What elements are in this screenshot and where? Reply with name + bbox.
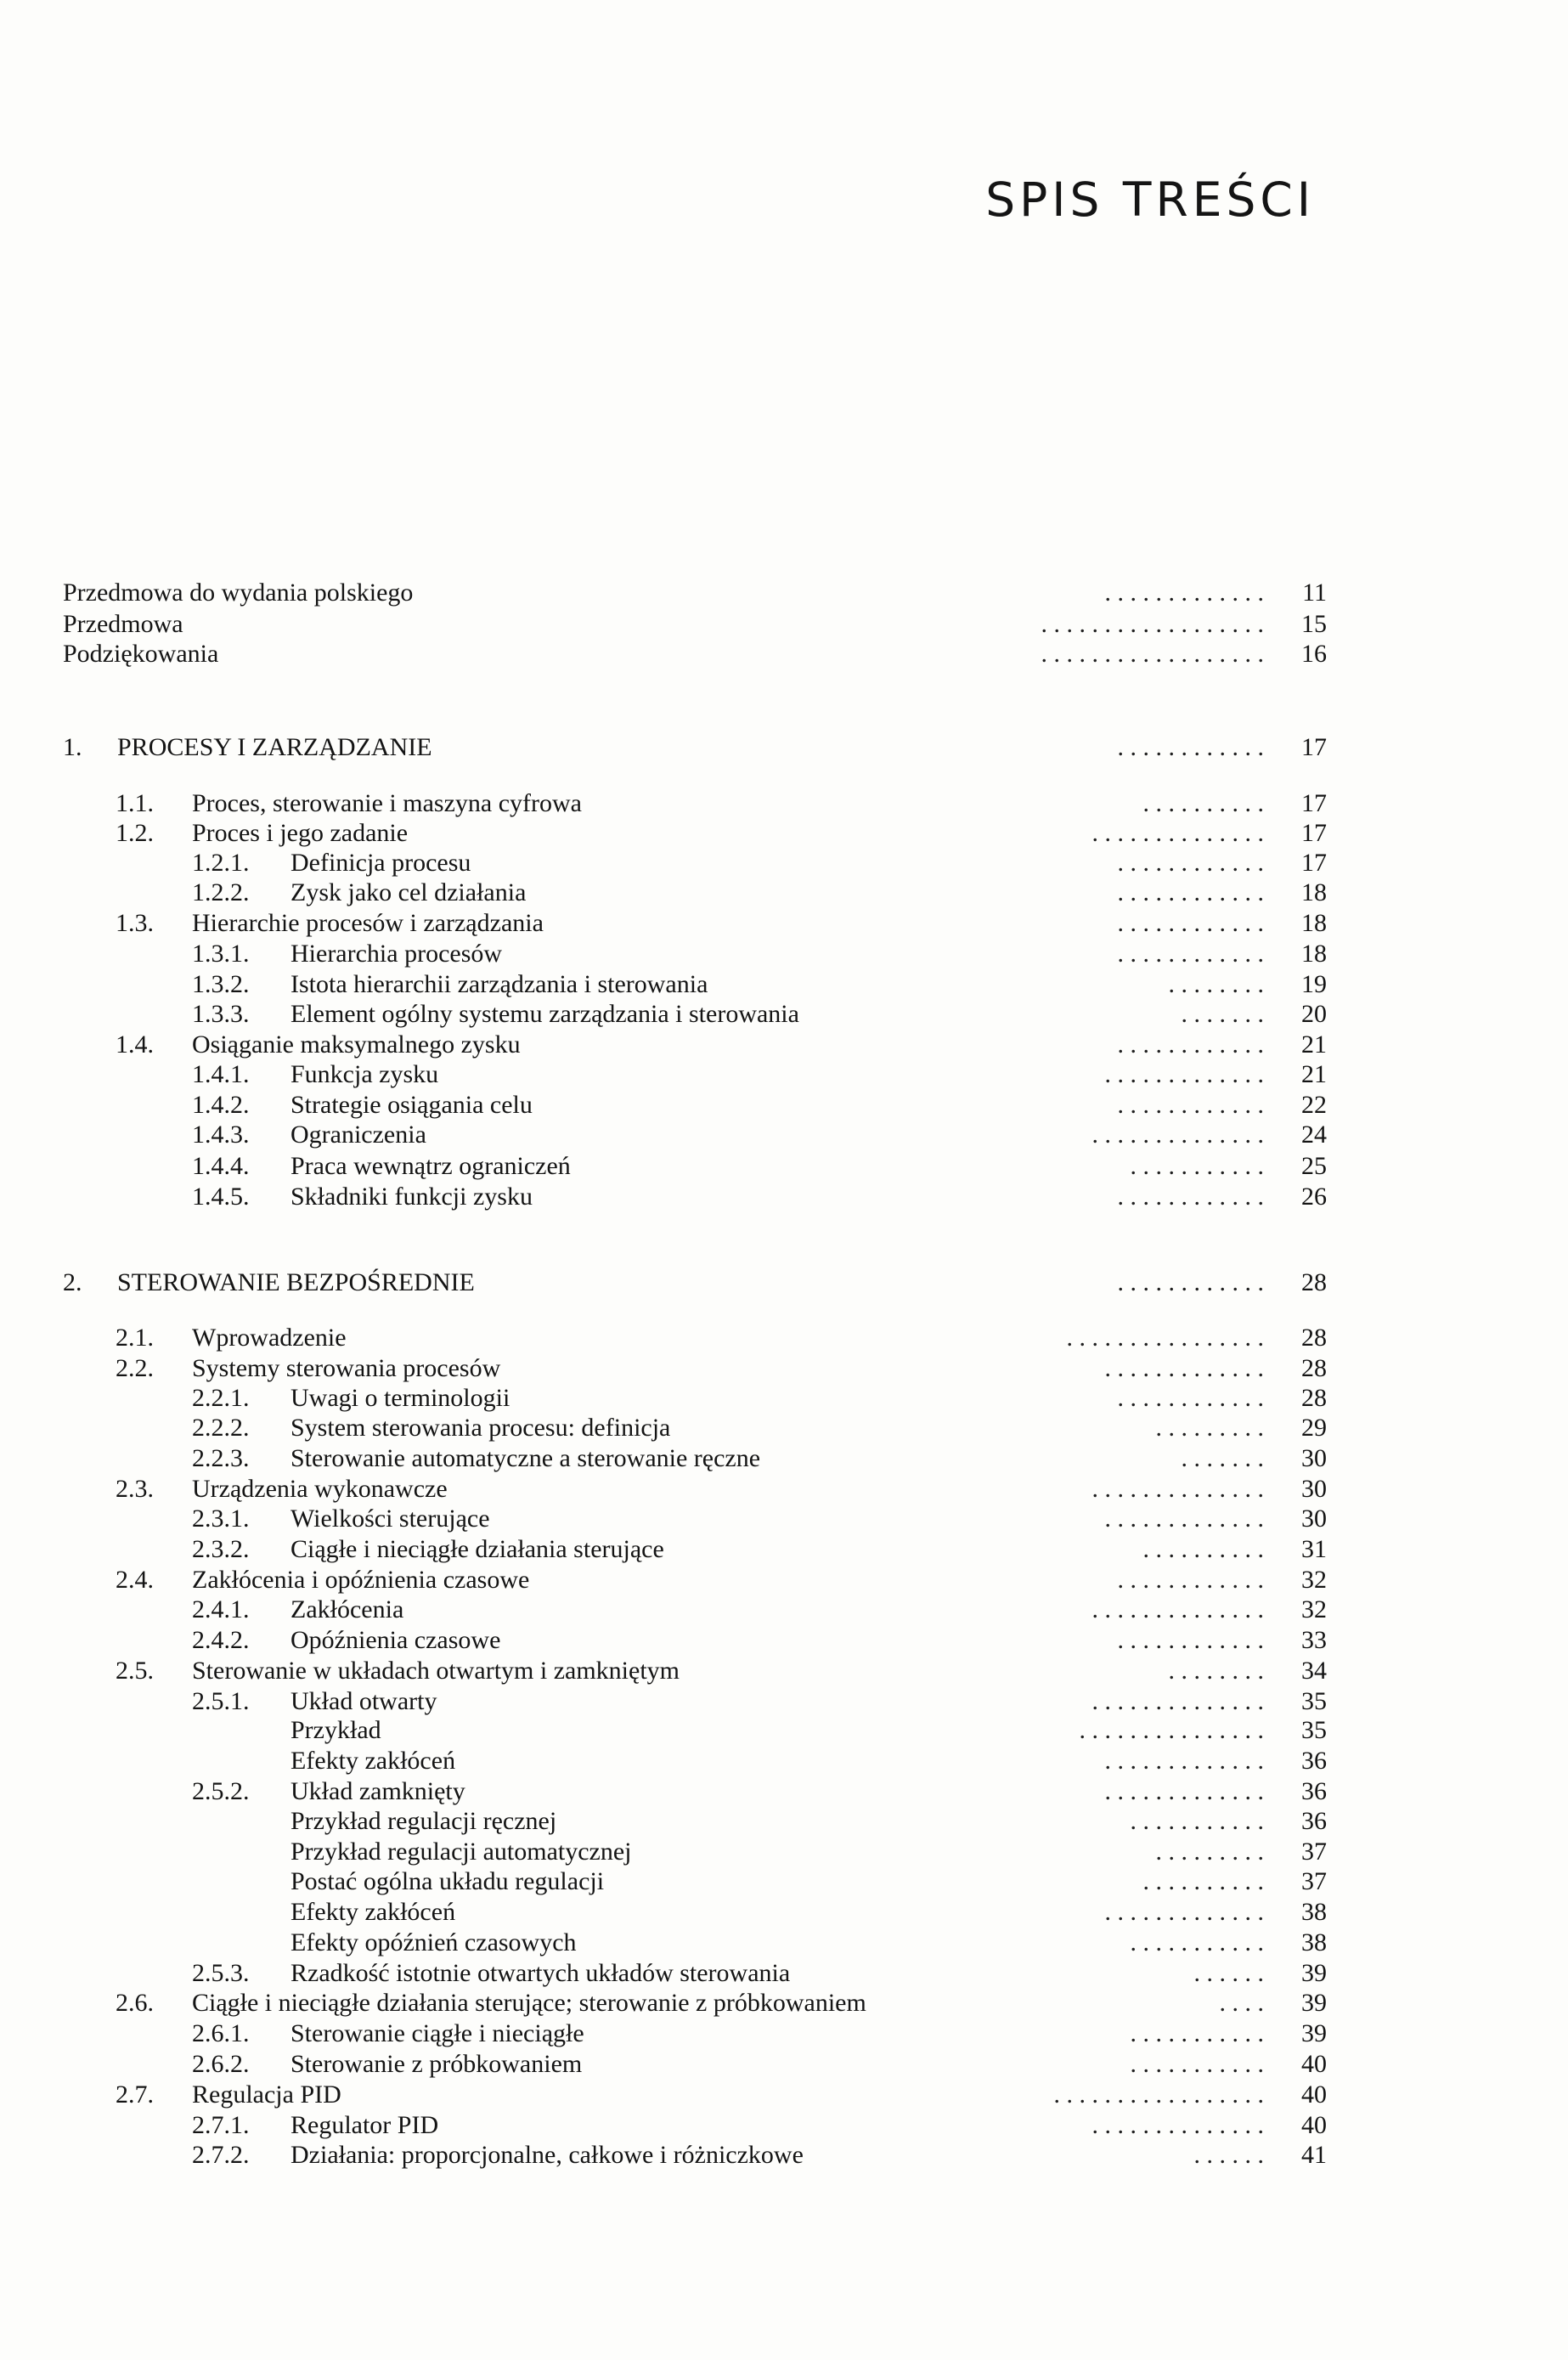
dot-leader: . . . . . . . . . . . . [1117,909,1264,937]
toc-entry [0,1353,1568,1383]
toc-entry-number: 2.7.2. [192,2141,250,2169]
toc-entry-number: 2.1. [116,1324,154,1352]
toc-entry [0,1182,1568,1211]
toc-entry [0,1776,1568,1806]
toc-entry [0,1565,1568,1595]
toc-entry-label: Działania: proporcjonalne, całkowe i różniczkowe [290,2141,804,2169]
toc-entry [0,2080,1568,2109]
toc-entry-label: Ciągłe i nieciągłe działania sterujące [290,1535,664,1563]
toc-entry-label: Sterowanie z próbkowaniem [290,2050,583,2078]
toc-entry-page: 30 [1301,1505,1327,1533]
toc-entry [0,2018,1568,2048]
toc-entry-label: Opóźnienia czasowe [290,1626,501,1654]
toc-entry-label: Sterowanie ciągłe i nieciągłe [290,2019,584,2047]
toc-entry-page: 34 [1301,1657,1327,1685]
dot-leader: . . . . . . . . . . . [1130,1807,1264,1835]
toc-entry-label: Podziękowania [63,640,219,668]
toc-entry-page: 17 [1301,819,1327,847]
dot-leader: . . . . . . . . . . . . . . . . . . [1041,610,1264,638]
toc-entry [0,1656,1568,1685]
toc-entry-number: 1.3.3. [192,1000,250,1028]
toc-entry-number: 2.5. [116,1657,154,1685]
toc-entry-page: 30 [1301,1444,1327,1472]
toc-entry-label: Istota hierarchii zarządzania i sterowania [290,970,708,998]
dot-leader: . . . . . . . [1181,1444,1264,1472]
toc-entry-number: 2.3. [116,1475,154,1503]
toc-entry-label: Postać ogólna układu regulacji [290,1867,605,1895]
toc-entry-page: 18 [1301,878,1327,906]
toc-entry-page: 35 [1301,1716,1327,1744]
toc-entry-page: 37 [1301,1867,1327,1895]
toc-entry [0,2140,1568,2170]
toc-entry [0,788,1568,818]
toc-entry-number: 2.7.1. [192,2111,250,2139]
dot-leader: . . . . . . . . . . . . . [1104,1898,1264,1926]
toc-entry-page: 28 [1301,1268,1327,1296]
toc-entry-label: Przedmowa do wydania polskiego [63,579,414,607]
toc-entry-number: 1.4.4. [192,1152,250,1180]
toc-entry [0,1413,1568,1443]
dot-leader: . . . . . . [1193,2141,1264,2169]
toc-entry-page: 22 [1301,1091,1327,1119]
toc-entry-label: Hierarchia procesów [290,940,503,968]
toc-entry [0,1534,1568,1564]
dot-leader: . . . . . . . . . . [1142,1867,1264,1895]
toc-entry-label: Układ otwarty [290,1687,437,1715]
page-title: SPIS TREŚCI [985,172,1315,227]
dot-leader: . . . . . . . [1181,1000,1264,1028]
toc-entry [0,1504,1568,1533]
toc-entry-number: 2. [63,1268,82,1296]
toc-entry-label: Ograniczenia [290,1121,426,1149]
toc-entry [0,1686,1568,1716]
toc-entry-page: 28 [1301,1384,1327,1412]
toc-entry-number: 2.2.3. [192,1444,250,1472]
toc-entry-page: 39 [1301,1959,1327,1987]
toc-entry-label: Przykład regulacji automatycznej [290,1838,632,1866]
toc-entry-number: 1.1. [116,789,154,817]
toc-entry-number: 1.4.3. [192,1121,250,1149]
dot-leader: . . . . . . . . . . . . . . . . . . [1041,640,1264,668]
dot-leader: . . . . . . [1193,1959,1264,1987]
toc-entry [0,1837,1568,1866]
toc-entry-number: 2.2.1. [192,1384,250,1412]
toc-entry-label: Funkcja zysku [290,1060,439,1088]
toc-entry-page: 20 [1301,1000,1327,1028]
toc-entry-label: Definicja procesu [290,849,471,877]
toc-entry [0,1151,1568,1181]
dot-leader: . . . . . . . . . . . . . [1104,579,1264,607]
toc-entry [0,1090,1568,1120]
dot-leader: . . . . . . . . . [1155,1414,1264,1442]
toc-entry [0,732,1568,762]
toc-entry-page: 21 [1301,1030,1327,1059]
toc-entry-label: Rzadkość istotnie otwartych układów sterowania [290,1959,791,1987]
toc-entry-number: 2.2.2. [192,1414,250,1442]
toc-entry-number: 1.4. [116,1030,154,1059]
dot-leader: . . . . . . . . . . . . [1117,1384,1264,1412]
toc-entry-page: 39 [1301,1989,1327,2017]
toc-entry-label: Systemy sterowania procesów [192,1354,501,1382]
dot-leader: . . . . . . . . . . . . [1117,1030,1264,1059]
dot-leader: . . . . . . . . . . . . [1117,1091,1264,1119]
dot-leader: . . . . . . . . . . . . . [1104,1777,1264,1805]
toc-entry-page: 28 [1301,1354,1327,1382]
toc-entry-number: 2.5.2. [192,1777,250,1805]
toc-entry-label: Sterowanie automatyczne a sterowanie ręczne [290,1444,761,1472]
toc-entry-label: STEROWANIE BEZPOŚREDNIE [117,1268,475,1296]
dot-leader: . . . . . . . . . . . . [1117,733,1264,761]
toc-entry [0,1443,1568,1473]
toc-entry-number: 1.3. [116,909,154,937]
toc-entry [0,1746,1568,1776]
toc-entry-page: 15 [1301,610,1327,638]
toc-entry-number: 2.4.1. [192,1595,250,1623]
toc-entry-number: 2.3.2. [192,1535,250,1563]
toc-entry-number: 2.7. [116,2081,154,2109]
toc-entry-page: 33 [1301,1626,1327,1654]
toc-entry [0,1059,1568,1089]
toc-entry [0,1268,1568,1297]
toc-entry [0,999,1568,1029]
toc-entry-page: 21 [1301,1060,1327,1088]
toc-entry-label: Hierarchie procesów i zarządzania [192,909,544,937]
dot-leader: . . . . . . . . . . . [1130,2019,1264,2047]
toc-entry-page: 18 [1301,909,1327,937]
dot-leader: . . . . . . . . . . . . . . . . [1066,1324,1264,1352]
dot-leader: . . . . . . . . . . . . . . . . . [1053,2081,1264,2109]
toc-entry-page: 16 [1301,640,1327,668]
toc-entry-number: 1.3.1. [192,940,250,968]
toc-entry-page: 30 [1301,1475,1327,1503]
dot-leader: . . . . . . . . . . . . [1117,1566,1264,1594]
toc-entry-number: 1.2.2. [192,878,250,906]
toc-entry [0,1120,1568,1149]
toc-entry-page: 24 [1301,1121,1327,1149]
dot-leader: . . . . . . . . . . . . [1117,878,1264,906]
toc-entry [0,1897,1568,1927]
toc-entry [0,1715,1568,1745]
toc-entry-label: Efekty zakłóceń [290,1747,456,1775]
toc-entry [0,609,1568,639]
toc-entry-number: 2.5.1. [192,1687,250,1715]
toc-entry-page: 19 [1301,970,1327,998]
dot-leader: . . . . . . . . . . . . . . [1091,819,1264,847]
toc-entry-number: 1.3.2. [192,970,250,998]
toc-entry-label: Sterowanie w układach otwartym i zamkniętym [192,1657,680,1685]
toc-entry-label: Proces, sterowanie i maszyna cyfrowa [192,789,582,817]
toc-entry-page: 32 [1301,1595,1327,1623]
toc-entry [0,1323,1568,1352]
toc-entry-number: 2.6. [116,1989,154,2017]
toc-entry-number: 1.4.5. [192,1183,250,1211]
toc-entry-label: Efekty opóźnień czasowych [290,1928,577,1956]
dot-leader: . . . . . . . . . . . . . . [1091,1475,1264,1503]
toc-entry [0,848,1568,878]
toc-entry-label: Wielkości sterujące [290,1505,490,1533]
toc-entry-page: 36 [1301,1807,1327,1835]
toc-entry-number: 2.4.2. [192,1626,250,1654]
toc-entry-page: 41 [1301,2141,1327,2169]
toc-entry-page: 36 [1301,1777,1327,1805]
toc-entry-page: 39 [1301,2019,1327,2047]
toc-entry [0,1806,1568,1836]
toc-entry-page: 40 [1301,2050,1327,2078]
toc-entry-label: Przedmowa [63,610,183,638]
toc-entry-label: Przykład regulacji ręcznej [290,1807,557,1835]
toc-entry [0,1030,1568,1059]
dot-leader: . . . . . . . . . . . . . . . [1079,1716,1264,1744]
toc-entry [0,878,1568,907]
dot-leader: . . . . . . . . . . . . . . [1091,2111,1264,2139]
toc-entry [0,2049,1568,2079]
toc-entry-number: 1.2. [116,819,154,847]
dot-leader: . . . . . . . . . . . [1130,1928,1264,1956]
toc-entry-page: 38 [1301,1898,1327,1926]
toc-entry-page: 26 [1301,1183,1327,1211]
dot-leader: . . . . . . . . . . . [1130,2050,1264,2078]
toc-entry-label: Uwagi o terminologii [290,1384,510,1412]
toc-entry-label: Efekty zakłóceń [290,1898,456,1926]
toc-entry-page: 40 [1301,2111,1327,2139]
toc-entry-number: 1. [63,733,82,761]
dot-leader: . . . . . . . . . . . . [1117,940,1264,968]
toc-entry-label: Element ogólny systemu zarządzania i sterowania [290,1000,799,1028]
dot-leader: . . . . . . . . . . . . . . [1091,1121,1264,1149]
toc-entry-number: 1.4.2. [192,1091,250,1119]
toc-entry-page: 28 [1301,1324,1327,1352]
toc-entry [0,639,1568,669]
dot-leader: . . . . . . . . . . . . [1117,1626,1264,1654]
toc-entry-number: 2.2. [116,1354,154,1382]
toc-entry [0,2110,1568,2140]
toc-entry [0,1383,1568,1413]
toc-entry-label: Zysk jako cel działania [290,878,527,906]
toc-entry [0,1595,1568,1624]
toc-entry-label: Osiąganie maksymalnego zysku [192,1030,521,1059]
toc-entry-page: 38 [1301,1928,1327,1956]
dot-leader: . . . . . . . . . . . . . [1104,1060,1264,1088]
toc-entry-page: 40 [1301,2081,1327,2109]
toc-entry-label: Ciągłe i nieciągłe działania sterujące; sterowanie z próbkowaniem [192,1989,866,2017]
dot-leader: . . . . . . . . . . [1142,789,1264,817]
toc-entry [0,1474,1568,1504]
toc-entry-label: Składniki funkcji zysku [290,1183,533,1211]
toc-entry-number: 2.5.3. [192,1959,250,1987]
toc-entry-label: Proces i jego zadanie [192,819,409,847]
toc-entry-number: 2.6.1. [192,2019,250,2047]
toc-entry-number: 2.6.2. [192,2050,250,2078]
toc-entry-number: 2.4. [116,1566,154,1594]
toc-entry-label: Zakłócenia [290,1595,404,1623]
dot-leader: . . . . . . . . . . . . . . [1091,1595,1264,1623]
dot-leader: . . . . . . . . . . . . [1117,1268,1264,1296]
toc-entry-number: 1.2.1. [192,849,250,877]
dot-leader: . . . . . . . . [1168,1657,1264,1685]
toc-entry-label: Przykład [290,1716,381,1744]
toc-entry-page: 36 [1301,1747,1327,1775]
dot-leader: . . . . . . . . . . . . [1117,849,1264,877]
toc-entry-label: Wprowadzenie [192,1324,347,1352]
toc-entry-label: System sterowania procesu: definicja [290,1414,671,1442]
toc-entry-page: 37 [1301,1838,1327,1866]
toc-entry [0,1625,1568,1655]
dot-leader: . . . . [1219,1989,1264,2017]
toc-entry-page: 32 [1301,1566,1327,1594]
toc-entry-page: 18 [1301,940,1327,968]
toc-entry [0,939,1568,968]
toc-entry-label: PROCESY I ZARZĄDZANIE [117,733,432,761]
dot-leader: . . . . . . . . . [1155,1838,1264,1866]
toc-entry-page: 35 [1301,1687,1327,1715]
toc-entry-label: Regulator PID [290,2111,439,2139]
dot-leader: . . . . . . . . [1168,970,1264,998]
toc-entry [0,1958,1568,1988]
toc-entry [0,818,1568,848]
toc-entry-page: 17 [1301,789,1327,817]
toc-entry [0,578,1568,607]
toc-entry-label: Układ zamknięty [290,1777,465,1805]
toc-entry-page: 17 [1301,849,1327,877]
toc-entry [0,908,1568,938]
toc-entry-page: 11 [1302,579,1327,607]
toc-entry-label: Urządzenia wykonawcze [192,1475,448,1503]
toc-entry [0,969,1568,999]
toc-entry [0,1988,1568,2018]
toc-entry-label: Praca wewnątrz ograniczeń [290,1152,571,1180]
toc-entry [0,1928,1568,1957]
dot-leader: . . . . . . . . . . . . . [1104,1354,1264,1382]
dot-leader: . . . . . . . . . . . . . . [1091,1687,1264,1715]
dot-leader: . . . . . . . . . . . . . [1104,1747,1264,1775]
toc-entry-number: 1.4.1. [192,1060,250,1088]
toc-entry-label: Zakłócenia i opóźnienia czasowe [192,1566,530,1594]
toc-entry-number: 2.3.1. [192,1505,250,1533]
dot-leader: . . . . . . . . . . . [1130,1152,1264,1180]
dot-leader: . . . . . . . . . . . . . [1104,1505,1264,1533]
toc-entry-label: Strategie osiągania celu [290,1091,533,1119]
toc-entry-page: 25 [1301,1152,1327,1180]
dot-leader: . . . . . . . . . . . . [1117,1183,1264,1211]
toc-entry-page: 31 [1301,1535,1327,1563]
dot-leader: . . . . . . . . . . [1142,1535,1264,1563]
toc-entry-label: Regulacja PID [192,2081,341,2109]
toc-entry-page: 17 [1301,733,1327,761]
toc-entry [0,1866,1568,1896]
toc-entry-page: 29 [1301,1414,1327,1442]
